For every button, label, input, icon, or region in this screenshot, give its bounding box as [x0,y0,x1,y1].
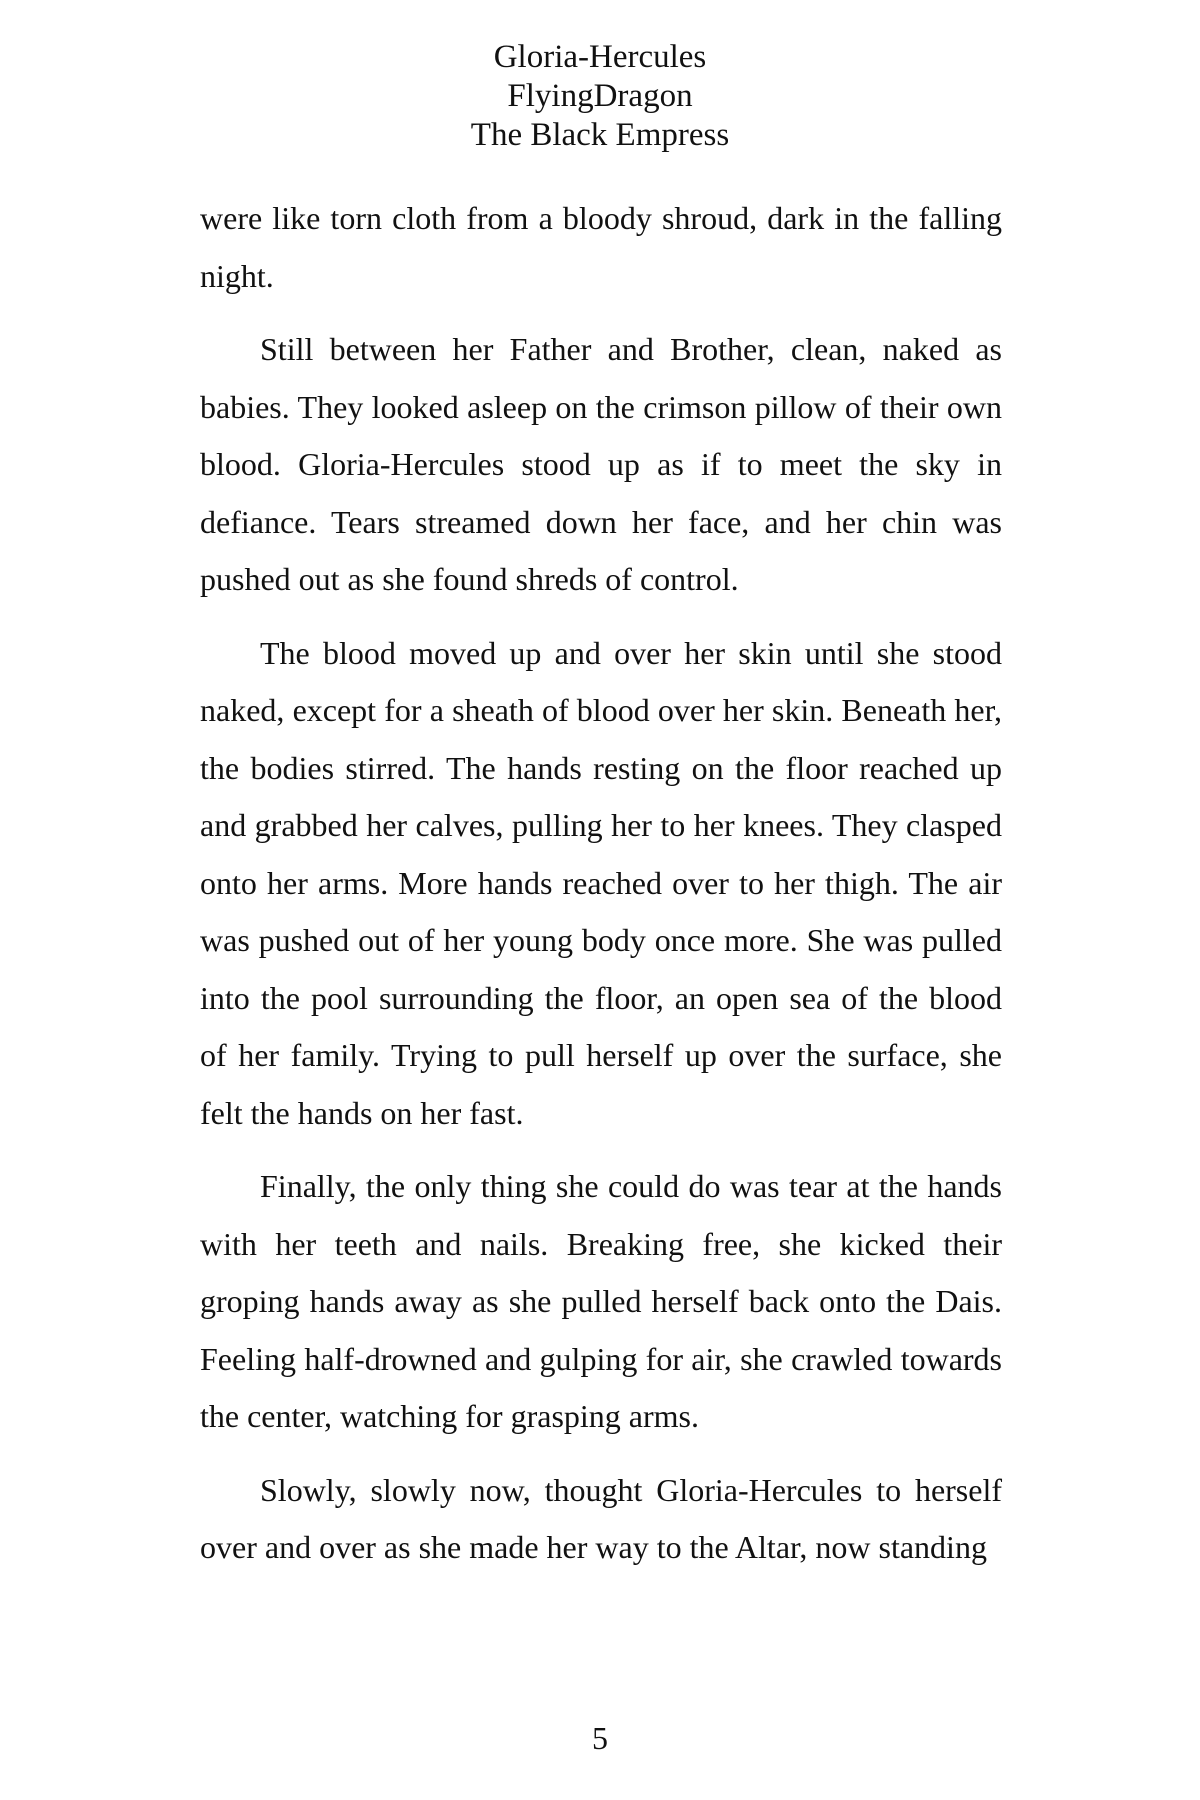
paragraph: were like torn cloth from a bloody shroud, dark in the falling night. [200,200,1002,294]
header-book-title: The Black Empress [470,117,730,153]
header-author: Gloria-Hercules [493,39,707,75]
header-publisher: FlyingDragon [507,78,693,114]
paragraph: Finally, the only thing she could do was tear at the hands with her teeth and nails. Breaking free, she kicked their groping hands away as she pulled herself back onto the Dais. Feeling half-drowned and gulping for air, she crawled towards the center, watching for grasping arms. [200,1168,1002,1434]
page-number: 5 [592,1720,608,1756]
body-text [200,190,1002,1593]
paragraph: Still between her Father and Brother, clean, naked as babies. They looked asleep on the crimson pillow of their own blood. Gloria-Hercules stood up as if to meet the sky in defiance. Tears streamed down her face, and her chin was pushed out as she found shreds of control. [200,331,1002,597]
paragraph: The blood moved up and over her skin until she stood naked, except for a sheath of blood over her skin. Beneath her, the bodies stirred. The hands resting on the floor reached up and grabbed her calves, pulling her to her knees. They clasped onto her arms. More hands reached over to her thigh. The air was pushed out of her young body once more. She was pulled into the pool surrounding the floor, an open sea of the blood of her family. Trying to pull herself up over the surface, she felt the hands on her fast. [200,634,1002,1131]
paragraph: Slowly, slowly now, thought Gloria-Hercules to herself over and over as she made her way to the Altar, now standing [200,1471,1002,1565]
running-header [0,38,1200,155]
